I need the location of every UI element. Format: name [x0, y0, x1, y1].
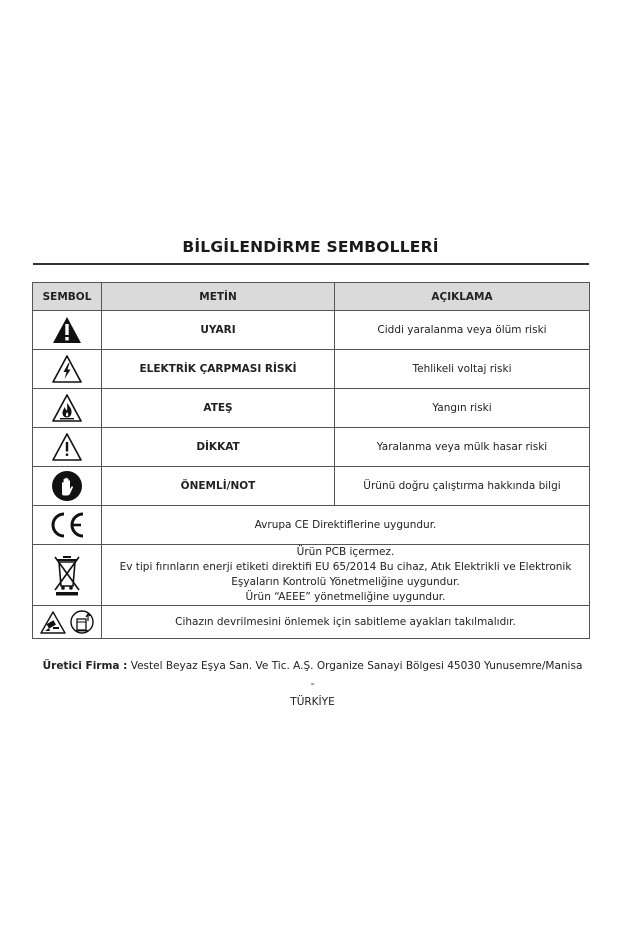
hand-icon [51, 470, 83, 502]
symbol-cell [33, 350, 102, 389]
title-divider [33, 263, 589, 265]
description-cell: Avrupa CE Direktiflerine uygundur. [102, 506, 590, 545]
description-cell: Ürünü doğru çalıştırma hakkında bilgi [335, 467, 590, 506]
description-cell: Tehlikeli voltaj riski [335, 350, 590, 389]
table-row [33, 428, 590, 467]
text-cell: ATEŞ [102, 389, 335, 428]
table-row [33, 467, 590, 506]
symbol-cell [33, 428, 102, 467]
manufacturer-info [40, 657, 585, 711]
tip-over-icon [37, 609, 97, 635]
description-cell: Ciddi yaralanma veya ölüm riski [335, 311, 590, 350]
text-cell: DİKKAT [102, 428, 335, 467]
table-row [33, 506, 590, 545]
manufacturer-text: Vestel Beyaz Eşya San. Ve Tic. A.Ş. Organize Sanayi Bölgesi 45030 Yunusemre/Manisa - [127, 660, 583, 690]
symbol-cell [33, 467, 102, 506]
column-header-description: AÇIKLAMA [335, 283, 590, 311]
page-title: BİLGİLENDİRME SEMBOLLERİ [182, 238, 439, 256]
description-cell: Yangın riski [335, 389, 590, 428]
symbols-table [32, 282, 590, 639]
table-row [33, 389, 590, 428]
text-cell: ELEKTRİK ÇARPMASI RİSKİ [102, 350, 335, 389]
symbol-cell [33, 311, 102, 350]
description-cell: Cihazın devrilmesini önlemek için sabitleme ayakları takılmalıdır. [102, 606, 590, 639]
electric-shock-icon [51, 354, 83, 384]
table-row [33, 350, 590, 389]
weee-line: Ürün PCB içermez. [296, 546, 395, 558]
caution-triangle-icon [51, 432, 83, 462]
manufacturer-label: Üretici Firma : [42, 660, 128, 672]
symbol-cell [33, 606, 102, 639]
symbol-cell [33, 506, 102, 545]
warning-triangle-icon [52, 316, 82, 344]
text-cell: UYARI [102, 311, 335, 350]
crossed-bin-icon [52, 553, 82, 597]
table-header-row [33, 283, 590, 311]
column-header-text: METİN [102, 283, 335, 311]
weee-line: Ev tipi fırınların enerji etiketi direktifi EU 65/2014 Bu cihaz, Atık Elektrikli ve Elektronik [119, 561, 572, 573]
column-header-symbol: SEMBOL [33, 283, 102, 311]
table-row [33, 311, 590, 350]
description-cell [102, 545, 590, 606]
table-row [33, 545, 590, 606]
symbol-cell [33, 389, 102, 428]
manufacturer-country: TÜRKİYE [290, 696, 335, 708]
symbol-cell [33, 545, 102, 606]
fire-icon [51, 393, 83, 423]
weee-line: Eşyaların Kontrolü Yönetmeliğine uygundur. [231, 576, 460, 588]
ce-mark-icon [47, 510, 87, 540]
text-cell: ÖNEMLİ/NOT [102, 467, 335, 506]
description-cell: Yaralanma veya mülk hasar riski [335, 428, 590, 467]
weee-line: Ürün “AEEE” yönetmeliğine uygundur. [245, 591, 446, 603]
table-row [33, 606, 590, 639]
